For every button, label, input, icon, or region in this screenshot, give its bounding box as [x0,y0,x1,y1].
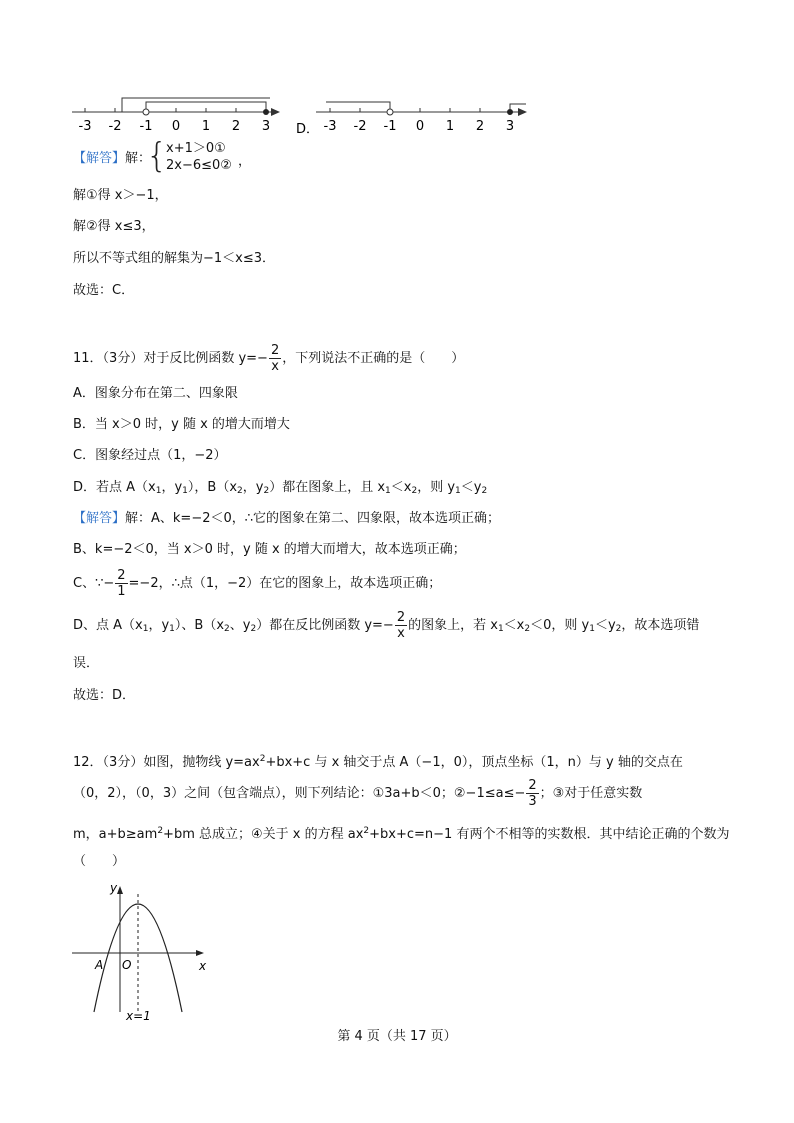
tick-label: 3 [505,119,515,134]
tick-label: 1 [201,119,211,134]
q11-option-c: C．图象经过点（1，−2） [73,448,227,463]
tick-label: 3 [261,119,271,134]
q12-stem-line-2: （0，2），（0，3）之间（包含端点），则下列结论：①3a+b＜0；②−1≤a≤− $\frac{2}{3}$ ；③对于任意实数 [73,778,643,809]
q11-answer-a: 【解答】解：A、k=−2＜0，∴它的图象在第二、四象限，故本选项正确； [73,511,501,526]
q10-choice: 故选：C． [73,283,135,298]
point-a-label: A [95,958,104,972]
tick-label: -3 [323,119,337,134]
q12-stem-line-1: 12．（3分）如图，抛物线 $y=ax^2+bx+c$ 与 x 轴交于点 A（−1，0），顶点坐标（1，n）与 y 轴的交点在 [73,754,683,770]
number-line-d-bracket-left [326,102,390,112]
page-footer: 第 4 页（共 17 页） [337,1029,457,1044]
origin-label: O [122,958,132,972]
q10-step-3: 所以不等式组的解集为−1＜x≤3． [73,251,276,266]
system-row-2: 2x−6≤0② [166,158,232,173]
q11-stem-text: 11．（3分）对于反比例函数 y=− [73,351,268,366]
tick-label: 0 [171,119,181,134]
tick-label: 0 [415,119,425,134]
q12-stem-line-3: m，$a+b\ge am^2+bm$ 总成立；④关于 x 的方程 $ax^2+bx+c=n-1$ 有两个不相等的实数根．其中结论正确的个数为 [73,826,730,842]
q11-answer-d: D、点 $A(x_1$，$y_1$）、$B(x_2$、$y_2$）都在反比例函数 y=− $\frac{2}{x}$ 的图象上，若 $x_1<x_2<0$，则 $y_1<y_2$，故本选项错 [73,610,700,641]
q11-option-b: B．当 x＞0 时，y 随 x 的增大而增大 [73,417,290,432]
number-line-d-closed-point [507,109,513,115]
number-line-d-open-point [387,109,393,115]
option-d-label: D． [296,122,320,137]
y-axis-label: y [110,881,118,895]
number-line-figures [60,92,540,138]
q11-option-d: D．若点 $A(x_1$，$y_1$），$B(x_2$，$y_2$）都在图象上，且 $x_1<x_2$，则 $y_1<y_2$ [73,480,488,496]
q11-answer-c: C、∵− $\frac{2}{1}$ =−2，∴点（1，−2）在它的图象上，故本选项正确； [73,568,442,599]
number-line-c-closed-point [263,109,269,115]
fraction: $\frac{2}{1}$ [117,568,126,599]
fraction: $\frac{2}{x}$ [396,610,406,641]
q11-stem-text: ，下列说法不正确的是（ ） [282,351,465,366]
number-line-c [72,98,280,134]
q10-step-1: 解①得 x＞−1， [73,188,168,203]
fraction: $\frac{2}{3}$ [528,778,537,809]
q11-stem [73,343,464,374]
q11-answer-b: B、k=−2＜0，当 x＞0 时，y 随 x 的增大而增大，故本选项正确； [73,542,466,557]
answer-tag: 【解答】 [73,151,126,166]
number-line-c-open-point [143,109,149,115]
fraction-numerator: 2 [270,343,280,358]
system-comma: ， [238,154,252,169]
x-axis-arrow [196,950,204,956]
tick-label: -2 [108,119,122,134]
tick-label: -1 [383,119,397,134]
tick-label: -3 [78,119,92,134]
tick-label: 1 [445,119,455,134]
tick-label: 2 [475,119,485,134]
answer-tag: 【解答】 [73,511,126,526]
number-line-d [316,102,527,134]
tick-label: -1 [139,119,153,134]
fraction-denominator: x [271,359,279,374]
q11-option-a: A．图象分布在第二、四象限 [73,386,238,401]
system-row-1: x+1＞0① [166,141,226,156]
y-axis-arrow [117,886,123,894]
tick-label: 2 [231,119,241,134]
q12-stem-line-4: （ ） [73,854,126,869]
parabola-figure [68,880,218,1020]
q11-answer-d-cont: 误． [73,656,100,671]
q10-answer-header [73,147,151,166]
q11-choice: 故选：D． [73,688,136,703]
number-line-c-arrow [271,108,280,116]
answer-jie: 解： [125,151,152,166]
symmetry-line-label: x=1 [126,1009,151,1020]
tick-label: -2 [353,119,367,134]
system-brace: { [146,136,168,176]
x-axis-label: x [199,959,207,973]
number-line-d-arrow [518,108,527,116]
q10-step-2: 解②得 x≤3， [73,219,155,234]
fraction [269,343,281,374]
